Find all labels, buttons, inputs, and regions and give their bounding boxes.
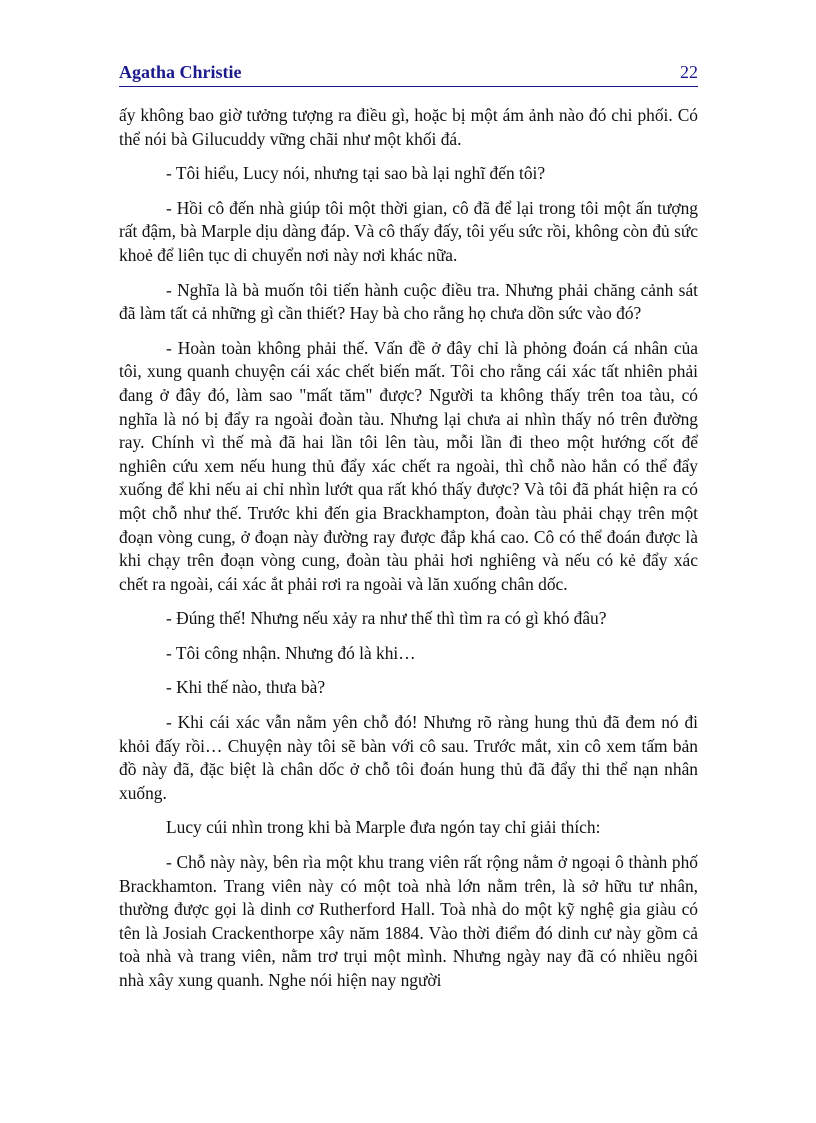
paragraph: - Nghĩa là bà muốn tôi tiến hành cuộc điều tra. Nhưng phải chăng cảnh sát đã làm tất cả những gì cần thiết? Hay bà cho rằng họ chưa dồn sức vào đó?	[119, 279, 698, 324]
paragraph: - Tôi công nhận. Nhưng đó là khi…	[166, 642, 416, 663]
paragraph: ấy không bao giờ tưởng tượng ra điều gì, hoặc bị một ám ảnh nào đó chi phối. Có thể nói bà Gilucuddy vững chãi như một khối đá.	[119, 105, 698, 149]
page-header	[119, 60, 698, 87]
paragraph: - Khi cái xác vẫn nằm yên chỗ đó! Nhưng rõ ràng hung thủ đã đem nó đi khỏi đấy rồi… Chuyện này tôi sẽ bàn với cô sau. Trước mắt, xin cô xem tấm bản đồ này đã, đặc biệt là chân dốc ở chỗ tôi đoán hung thủ đã đẩy thi thể nạn nhân xuống.	[119, 712, 698, 803]
page-number: 22	[680, 62, 698, 82]
paragraph: - Đúng thế! Nhưng nếu xảy ra như thế thì tìm ra có gì khó đâu?	[166, 608, 607, 629]
paragraph: - Khi thế nào, thưa bà?	[166, 677, 326, 698]
author-name: Agatha Christie	[119, 62, 242, 82]
paragraph: - Chỗ này này, bên rìa một khu trang viên rất rộng nằm ở ngoại ô thành phố Brackhamton. Trang viên này có một toà nhà lớn nằm trên, là sở hữu tư nhân, thường được gọi là dinh cơ Rutherford Hall. Toà nhà do một kỹ nghệ gia giàu có tên là Josiah Crackenthorpe xây năm 1884. Vào thời điểm đó dinh cư này gồm cả toà nhà và trang viên, nằm trơ trụi một mình. Nhưng ngày nay đã có nhiều ngôi nhà xây xung quanh. Nghe nói hiện nay người	[119, 852, 698, 990]
paragraph: - Hoàn toàn không phải thế. Vấn đề ở đây chỉ là phỏng đoán cá nhân của tôi, xung quanh chuyện cái xác chết biến mất. Tôi cho rằng cái xác tất nhiên phải đang ở đây đó, làm sao "mất tăm" được? Người ta không thấy trên toa tàu, có nghĩa là nó bị đẩy ra ngoài đoàn tàu. Nhưng lại chưa ai nhìn thấy nó trên đường ray. Chính vì thế mà đã hai lần tôi lên tàu, mỗi lần đi theo một hướng cốt để nghiên cứu xem nếu hung thủ đẩy xác chết ra ngoài, thì chỗ nào hắn có thể đẩy xuống để khi nếu ai chỉ nhìn lướt qua rất khó thấy được? Và tôi đã phát hiện ra có một chỗ như thế. Trước khi đến gia Brackhampton, đoàn tàu phải chạy trên một đoạn vòng cung, ở đoạn này đường ray được đắp khá cao. Cô có thể đoán được là khi chạy trên đoạn vòng cung, đoàn tàu phải hơi nghiêng và nếu có kẻ đẩy xác chết ra ngoài, cái xác ắt phải rơi ra ngoài và lăn xuống chân dốc.	[119, 337, 698, 594]
paragraph: - Tôi hiểu, Lucy nói, nhưng tại sao bà lại nghĩ đến tôi?	[166, 163, 546, 184]
paragraph: Lucy cúi nhìn trong khi bà Marple đưa ngón tay chỉ giải thích:	[166, 817, 601, 838]
body-text	[119, 104, 698, 1004]
paragraph: - Hồi cô đến nhà giúp tôi một thời gian, cô đã để lại trong tôi một ấn tượng rất đậm, bà Marple dịu dàng đáp. Và cô thấy đấy, tôi yếu sức rồi, không còn đủ sức khoẻ để liên tục di chuyển nơi này nơi khác nữa.	[119, 197, 698, 265]
